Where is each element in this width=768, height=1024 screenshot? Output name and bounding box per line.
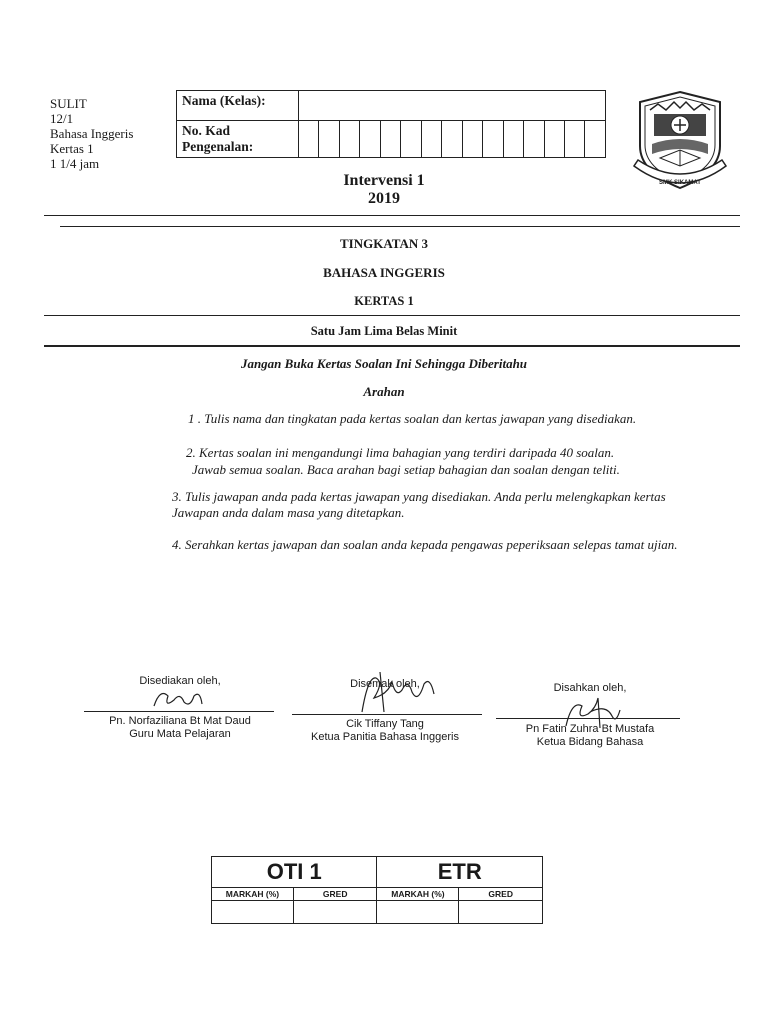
instructions-heading: Arahan bbox=[363, 384, 405, 399]
ic-label-line2: Pengenalan: bbox=[182, 139, 254, 154]
signatory-title: Ketua Panitia Bahasa Inggeris bbox=[311, 731, 459, 743]
instruction-item: 2. Kertas soalan ini mengandungi lima bahagian yang terdiri daripada 40 soalan. bbox=[186, 445, 615, 460]
signature-role: Disediakan oleh, bbox=[139, 675, 221, 687]
signature-role: Disemak oleh, bbox=[350, 678, 420, 690]
instruction-item: 3. Tulis jawapan anda pada kertas jawapan yang disediakan. Anda perlu melengkapkan kertas bbox=[172, 489, 666, 504]
header-left bbox=[50, 96, 133, 171]
signatory-info bbox=[290, 718, 480, 744]
subject-label: Bahasa Inggeris bbox=[50, 126, 134, 141]
sulit-label: SULIT bbox=[50, 96, 87, 111]
score-cell[interactable] bbox=[293, 901, 377, 924]
paper-code: 12/1 bbox=[50, 111, 74, 126]
signature-role: Disahkan oleh, bbox=[553, 682, 627, 694]
instruction-item: Jawapan anda dalam masa yang ditetapkan. bbox=[172, 505, 405, 520]
divider-line bbox=[44, 345, 740, 347]
ic-digit-cell[interactable] bbox=[462, 121, 482, 158]
name-field[interactable] bbox=[298, 91, 605, 121]
divider-line bbox=[44, 215, 740, 216]
score-col-title: ETR bbox=[377, 857, 543, 888]
instruction-item: 1 . Tulis nama dan tingkatan pada kertas soalan dan kertas jawapan yang disediakan. bbox=[188, 411, 637, 426]
divider-line bbox=[44, 315, 740, 316]
student-id-box bbox=[176, 90, 606, 158]
crest-motto: SMK SIKAMAT bbox=[659, 180, 701, 186]
instruction-item: 4. Serahkan kertas jawapan dan soalan anda kepada pengawas peperiksaan selepas tamat ujian. bbox=[172, 537, 678, 552]
signatory-info bbox=[90, 715, 270, 741]
signature-line bbox=[84, 711, 274, 712]
instruction-item: Jawab semua soalan. Baca arahan bagi setiap bahagian dan soalan dengan teliti. bbox=[192, 462, 620, 477]
divider-line bbox=[60, 226, 740, 227]
subject-title: BAHASA INGGERIS bbox=[323, 265, 445, 280]
ic-digit-cell[interactable] bbox=[380, 121, 400, 158]
ic-digit-cell[interactable] bbox=[401, 121, 421, 158]
ic-digit-cell[interactable] bbox=[339, 121, 359, 158]
ic-digit-cell[interactable] bbox=[585, 121, 606, 158]
ic-label bbox=[177, 121, 299, 158]
handwritten-signature bbox=[150, 686, 210, 712]
score-cell[interactable] bbox=[377, 901, 459, 924]
ic-digit-cell[interactable] bbox=[442, 121, 462, 158]
duration-label: 1 1/4 jam bbox=[50, 156, 100, 171]
signature-line bbox=[292, 714, 482, 715]
ic-digit-cell[interactable] bbox=[319, 121, 339, 158]
score-header-gred: GRED bbox=[459, 888, 543, 901]
paper-label: Kertas 1 bbox=[50, 141, 94, 156]
ic-digit-cell[interactable] bbox=[483, 121, 503, 158]
handwritten-signature bbox=[354, 668, 440, 720]
ic-digit-cell[interactable] bbox=[360, 121, 380, 158]
score-cell[interactable] bbox=[212, 901, 294, 924]
score-cell[interactable] bbox=[459, 901, 543, 924]
score-col-title: OTI 1 bbox=[212, 857, 377, 888]
duration-title: Satu Jam Lima Belas Minit bbox=[310, 324, 458, 338]
signatory-info bbox=[500, 723, 680, 749]
ic-digit-cell[interactable] bbox=[544, 121, 564, 158]
signatory-title: Guru Mata Pelajaran bbox=[129, 728, 231, 740]
form-level: TINGKATAN 3 bbox=[340, 236, 428, 251]
score-table bbox=[211, 856, 543, 924]
signatory-title: Ketua Bidang Bahasa bbox=[536, 736, 644, 748]
paper-title: KERTAS 1 bbox=[354, 294, 414, 308]
warning-text: Jangan Buka Kertas Soalan Ini Sehingga Diberitahu bbox=[240, 356, 528, 371]
signatory-name: Pn. Norfaziliana Bt Mat Daud bbox=[109, 715, 251, 727]
ic-digit-cell[interactable] bbox=[565, 121, 585, 158]
ic-digit-cell[interactable] bbox=[298, 121, 318, 158]
exam-title: Intervensi 1 bbox=[343, 172, 425, 189]
exam-year: 2019 bbox=[368, 190, 400, 207]
ic-digit-cell[interactable] bbox=[524, 121, 544, 158]
ic-digit-cell[interactable] bbox=[421, 121, 441, 158]
name-label: Nama (Kelas): bbox=[177, 91, 299, 121]
ic-digit-cell[interactable] bbox=[503, 121, 523, 158]
signature-line bbox=[496, 718, 680, 719]
signatory-name: Pn Fatin Zuhra Bt Mustafa bbox=[525, 723, 655, 735]
ic-label-line1: No. Kad bbox=[182, 123, 231, 138]
score-header-markah: MARKAH (%) bbox=[212, 888, 294, 901]
score-header-gred: GRED bbox=[293, 888, 377, 901]
score-header-markah: MARKAH (%) bbox=[377, 888, 459, 901]
signatory-name: Cik Tiffany Tang bbox=[346, 718, 424, 730]
